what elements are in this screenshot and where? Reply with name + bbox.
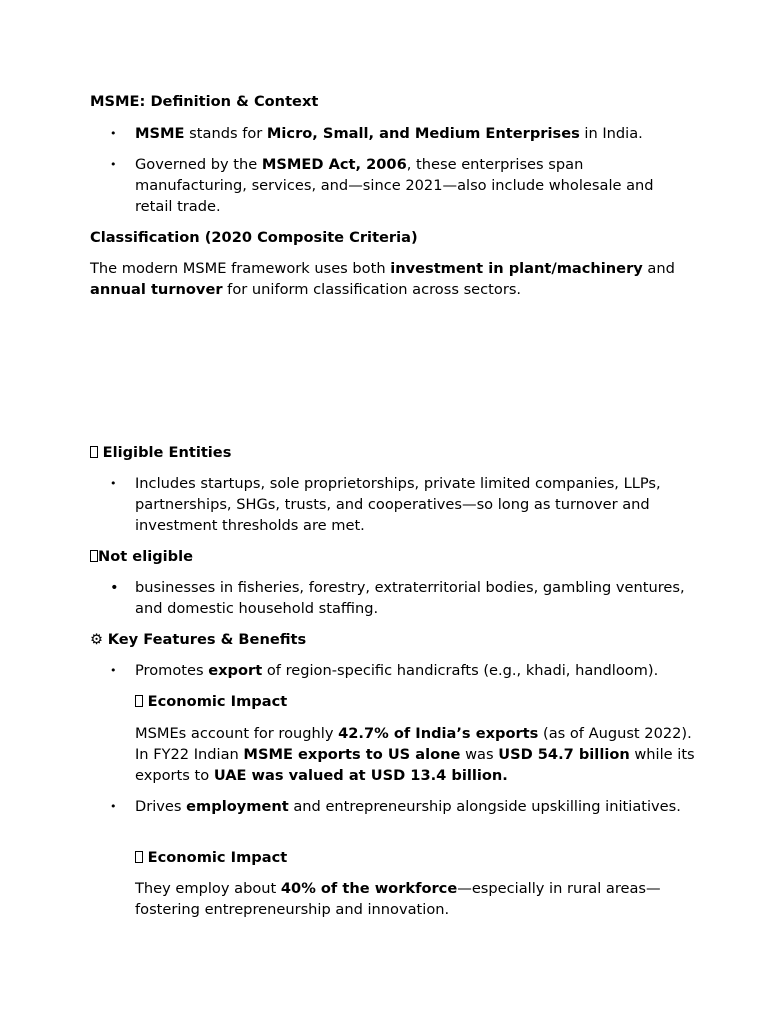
missing-glyph-icon [90, 550, 98, 562]
list-item-drives-employment: Drives employment and entrepreneurship alongside upskilling initiatives. [135, 798, 681, 815]
subheading-economic-impact-1: Economic Impact [135, 691, 695, 712]
list-item-msme-stands: MSME stands for Micro, Small, and Medium Enterprises in India. [135, 125, 643, 142]
economic-impact-paragraph-1: MSMEs account for roughly 42.7% of India’s exports (as of August 2022). In FY22 Indian MSME exports to US alone was USD 54.7 billion while its exports to UAE was valued at USD 13.4 billion. [135, 725, 695, 784]
list-item-msmed-act: Governed by the MSMED Act, 2006, these enterprises span manufacturing, services, and—since 2021—also include wholesale and retail trade. [135, 156, 654, 215]
missing-glyph-icon [135, 851, 143, 863]
bullet-marker: • [110, 477, 117, 490]
bullet-marker: • [110, 800, 117, 813]
heading-not-eligible: Not eligible [90, 546, 690, 567]
bullet-marker: • [110, 127, 117, 140]
list-item-eligible: Includes startups, sole proprietorships, private limited companies, LLPs, partnerships, SHGs, trusts, and cooperatives—so long as turnover and investment thresholds are met. [135, 475, 661, 534]
heading-key-features: ⚙ Key Features & Benefits [90, 631, 307, 648]
bullet-marker: • [110, 664, 117, 677]
missing-glyph-icon [90, 446, 98, 458]
economic-impact-paragraph-2: They employ about 40% of the workforce—especially in rural areas—fostering entrepreneurship and innovation. [135, 880, 661, 918]
missing-glyph-icon [135, 695, 143, 707]
heading-classification: Classification (2020 Composite Criteria) [90, 229, 418, 246]
heading-definition: MSME: Definition & Context [90, 93, 319, 110]
subheading-economic-impact-2: Economic Impact [135, 847, 695, 868]
bullet-marker: • [110, 579, 119, 596]
list-item-not-eligible: businesses in fisheries, forestry, extraterritorial bodies, gambling ventures, and domestic household staffing. [135, 579, 685, 617]
gear-icon: ⚙ [90, 631, 104, 648]
classification-paragraph: The modern MSME framework uses both investment in plant/machinery and annual turnover for uniform classification across sectors. [90, 260, 675, 298]
list-item-promotes-export: Promotes export of region-specific handicrafts (e.g., khadi, handloom). [135, 662, 659, 679]
heading-eligible-entities: Eligible Entities [90, 442, 690, 463]
bullet-marker: • [110, 158, 117, 171]
